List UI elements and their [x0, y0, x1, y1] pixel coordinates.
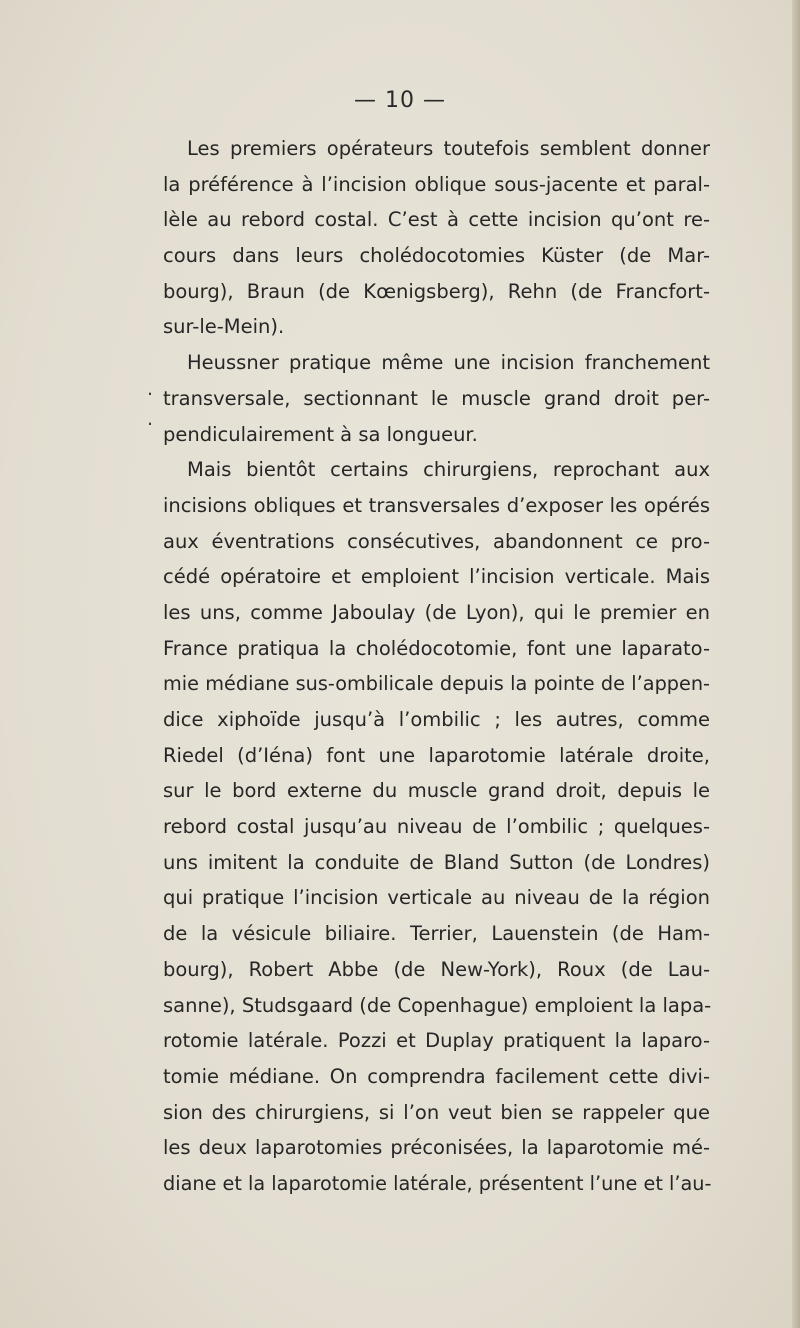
text-line: lèle au rebord costal. C’est à cette incision qu’ont re- [163, 208, 710, 232]
text-line: bourg), Braun (de Kœnigsberg), Rehn (de Francfort- [163, 279, 710, 303]
text-line: les deux laparotomies préconisées, la laparotomie mé- [163, 1136, 710, 1160]
margin-mark: . [147, 378, 154, 400]
text-line: de la vésicule biliaire. Terrier, Lauenstein (de Ham- [163, 922, 710, 946]
text-line: pendiculairement à sa longueur. [163, 422, 478, 446]
text-line: sur le bord externe du muscle grand droit, depuis le [163, 779, 710, 803]
text-line: incisions obliques et transversales d’exposer les opérés [163, 493, 710, 517]
text-line: mie médiane sus-ombilicale depuis la pointe de l’appen- [163, 672, 710, 696]
text-line: France pratiqua la cholédocotomie, font une laparato- [163, 636, 710, 660]
text-line: Heussner pratique même une incision franchement [187, 351, 710, 375]
text-line: transversale, sectionnant le muscle grand droit per- [163, 386, 710, 410]
text-line: bourg), Robert Abbe (de New-York), Roux (de Lau- [163, 957, 710, 981]
text-line: cours dans leurs cholédocotomies Küster (de Mar- [163, 244, 710, 268]
text-line: Riedel (d’Iéna) font une laparotomie latérale droite, [163, 743, 710, 767]
text-line: dice xiphoïde jusqu’à l’ombilic ; les autres, comme [163, 708, 710, 731]
page-edge [792, 0, 800, 1328]
text-line: aux éventrations consécutives, abandonnent ce pro- [163, 529, 710, 553]
text-line: rebord costal jusqu’au niveau de l’ombilic ; quelques- [163, 815, 710, 839]
text-line: sanne), Studsgaard (de Copenhague) emploient la lapa- [163, 993, 712, 1017]
page-number: — 10 — [354, 88, 446, 113]
text-line: tomie médiane. On comprendra facilement cette divi- [163, 1064, 710, 1088]
text-line: la préférence à l’incision oblique sous-jacente et paral- [163, 172, 710, 196]
text-line: les uns, comme Jaboulay (de Lyon), qui le premier en [163, 600, 710, 624]
text-line: cédé opératoire et emploient l’incision verticale. Mais [163, 565, 710, 589]
margin-mark: . [147, 408, 154, 430]
text-line: sur-le-Mein). [163, 315, 285, 339]
body-text [163, 131, 710, 1202]
text-line: Mais bientôt certains chirurgiens, reprochant aux [187, 458, 710, 482]
text-line: Les premiers opérateurs toutefois semblent donner [187, 137, 710, 160]
text-line: rotomie latérale. Pozzi et Duplay pratiquent la laparo- [163, 1029, 710, 1053]
text-line: diane et la laparotomie latérale, présentent l’une et l’au- [163, 1171, 712, 1195]
text-line: qui pratique l’incision verticale au niveau de la région [163, 886, 710, 910]
text-line: uns imitent la conduite de Bland Sutton (de Londres) [163, 850, 710, 874]
text-line: sion des chirurgiens, si l’on veut bien se rappeler que [163, 1100, 710, 1124]
